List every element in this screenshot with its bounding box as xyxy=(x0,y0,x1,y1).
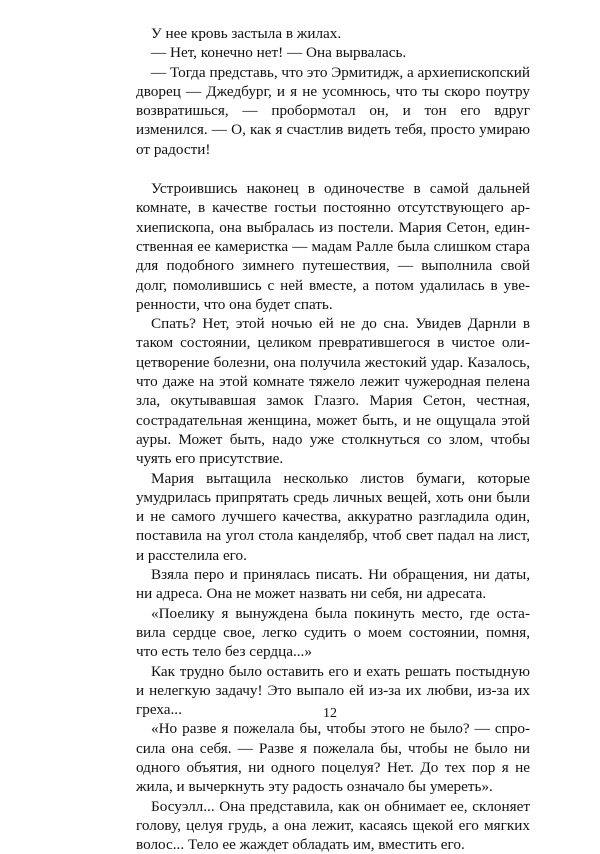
paragraph: Мария вытащила несколько листов бумаги, которые умудрилась припрятать средь личных вещей, хоть они были и не самого лучшего качества, аккуратно разгладила один, поставила на угол стола канделябр, чтоб свет падал на лист, и расстелила его. xyxy=(136,469,530,564)
paragraph: Как трудно было оставить его и ехать решать постыдную и нелегкую задачу! Это выпало ей из-за их любви, из-за их греха... xyxy=(136,662,530,719)
section-break xyxy=(136,159,530,179)
paragraph: «Но разве я пожелала бы, чтобы этого не было? — спросила она себя. — Разве я пожелала бы, чтобы не было ни одного объятия, ни одного поцелуя? Нет. До тех пор я не жила, и вычеркнуть эту радость означало бы умереть». xyxy=(136,720,530,796)
paragraph: Устроившись наконец в одиночестве в самой дальней комнате, в качестве гостьи постоянно отсутствующего архиепископа, она выбралась из постели. Мария Сетон, единственная ее камеристка — мадам Ралле была слишком стара для подобного зимнего путешествия, — выполнила свой долг, помолившись с ней вместе, а потом удалилась в уверенности, что она будет спать. xyxy=(136,180,530,313)
paragraph: Спать? Нет, этой ночью ей не до сна. Увидев Дарнли в таком состоянии, целиком превратившегося в чистое олицетворение болезни, она получила жестокий удар. Казалось, что даже на этой комнате тяжело лежит чужеродная пелена зла, окутывавшая замок Глазго. Мария Сетон, честная, сострадательная женщина, может быть, и не ощущала этой ауры. Может быть, надо уже столкнуться со злом, чтобы чуять его присутствие. xyxy=(136,315,530,468)
paragraph: «Поелику я вынуждена была покинуть место, где оставила сердце свое, легко судить о моем состоянии, помня, что есть тело без сердца...» xyxy=(136,604,530,661)
paragraph: У нее кровь застыла в жилах. xyxy=(151,25,342,42)
paragraph: Босуэлл... Она представила, как он обнимает ее, склоняет голову, целуя грудь, а она лежит, касаясь щекой его мягких волос... Тело ее жаждет обладать им, вместить его. xyxy=(136,797,530,854)
paragraph: — Нет, конечно нет! — Она вырвалась. xyxy=(151,44,407,62)
body-text xyxy=(136,24,530,854)
page-number: 12 xyxy=(323,706,337,721)
paragraph: — Тогда представь, что это Эрмитидж, а архиепископский дворец — Джедбург, и я не усомнюсь, что ты скоро поутру возвратишься, — пробормотал он, и тон его вдруг изменился. — О, как я счастлив видеть тебя, просто умираю от радости! xyxy=(136,63,530,158)
paragraph: Взяла перо и принялась писать. Ни обращения, ни даты, ни адреса. Она не может назвать ни себя, ни адресата. xyxy=(136,566,530,603)
